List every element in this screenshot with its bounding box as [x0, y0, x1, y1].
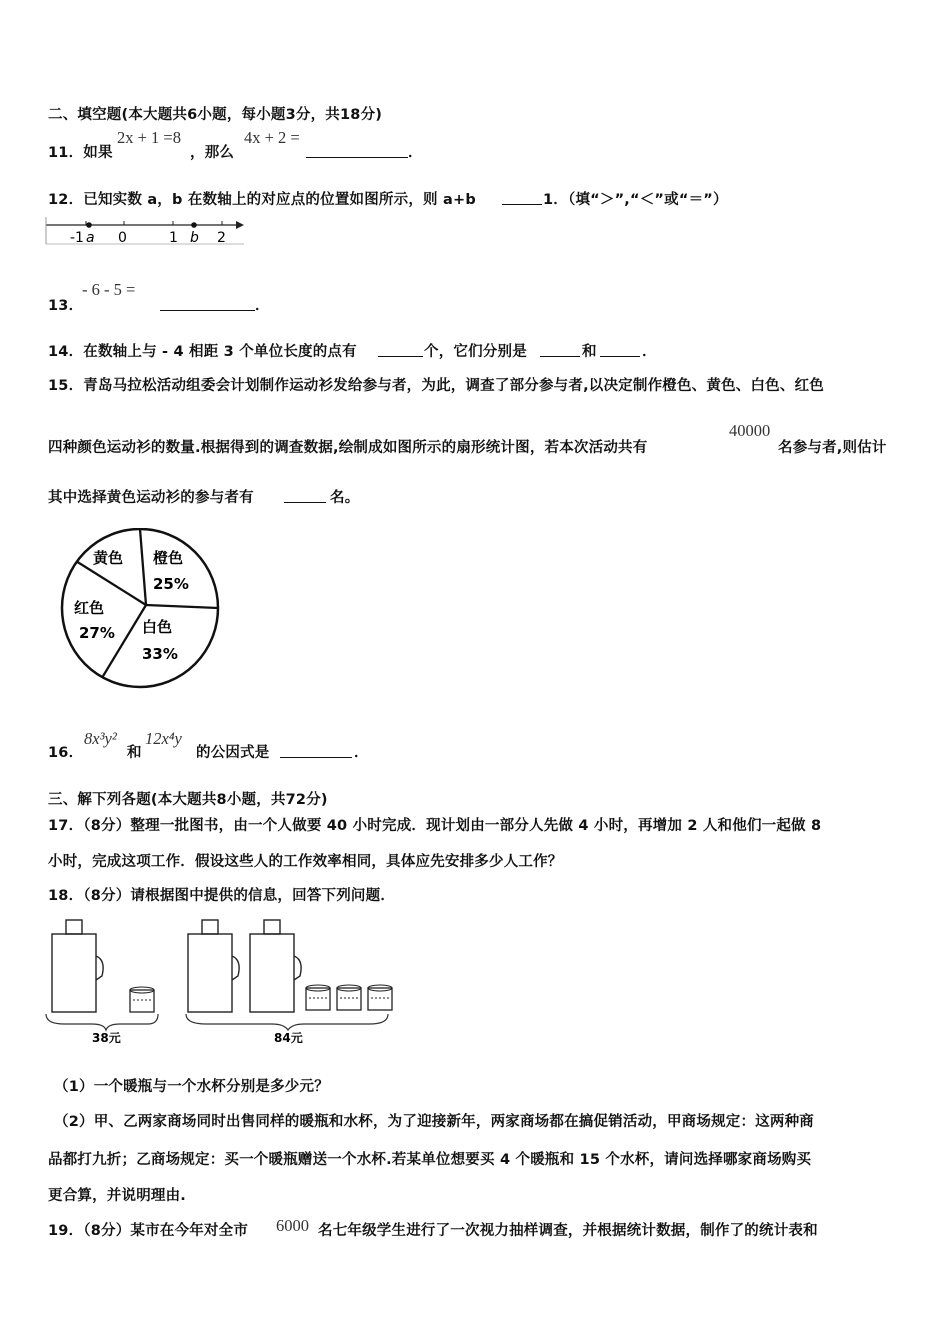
q15-participant-count: 40000: [729, 421, 771, 440]
q19-text-a: 19．（8分）某市在今年对全市: [48, 1223, 249, 1239]
q15-pie-chart: [55, 528, 225, 692]
thermos-left-1: [52, 920, 103, 1012]
q11-end: ．: [408, 145, 423, 161]
q15-answer-blank[interactable]: [284, 488, 326, 507]
q17-line-2: 小时，完成这项工作．假设这些人的工作效率相同，具体应先安排多少人工作？: [48, 854, 563, 870]
q15-line-2b: 名参与者,则估计: [778, 440, 887, 456]
q13-end: ．: [255, 298, 270, 314]
q19-text-b: 名七年级学生进行了一次视力抽样调查，并根据统计数据，制作了的统计表和: [318, 1223, 818, 1239]
point-label-b: b: [190, 230, 199, 246]
pie-pct-white: 33%: [142, 645, 178, 663]
thermos-right-1: [188, 920, 239, 1012]
q16-and: 和: [127, 745, 142, 761]
point-a-dot: [86, 222, 92, 228]
cup-right-1: [306, 985, 330, 1010]
q16-expression-2: 12x⁴y: [145, 729, 182, 748]
q18-figure: [44, 918, 404, 1046]
q18-sub-2-line-1: （2）甲、乙两家商场同时出售同样的暖瓶和水杯，为了迎接新年，两家商场都在搞促销活动，甲商场规定：这两种商: [54, 1114, 814, 1130]
pie-pct-orange: 25%: [153, 575, 189, 593]
q15-line-2a: 四种颜色运动衫的数量.根据得到的调查数据,绘制成如图所示的扇形统计图，若本次活动共有: [48, 440, 648, 456]
tick-label-2: 2: [217, 230, 226, 246]
q13-answer-blank[interactable]: [160, 296, 255, 315]
q11-equation-2: 4x + 2 =: [244, 128, 300, 147]
q14-text: 14．在数轴上与 - 4 相距 3 个单位长度的点有: [48, 344, 357, 360]
thermos-right-2: [250, 920, 301, 1012]
q15-line-3b: 名。: [330, 490, 360, 506]
q13-number: 13．: [48, 298, 84, 314]
q14-blank-2[interactable]: [600, 342, 640, 361]
q13-expression: - 6 - 5 =: [82, 280, 136, 299]
pie-slice-white-boundary: [146, 605, 218, 608]
pie-slice-orange-boundary: [140, 529, 146, 605]
q11-connector: ，那么: [190, 145, 235, 161]
pie-label-red: 红色: [74, 599, 105, 617]
pie-label-white: 白色: [142, 618, 173, 636]
point-label-a: a: [86, 230, 95, 246]
section-3-header: 三、解下列各题(本大题共8小题，共72分): [48, 792, 328, 808]
section-2-header: 二、填空题(本大题共6小题，每小题3分，共18分): [48, 107, 383, 123]
q19-student-count: 6000: [276, 1216, 309, 1235]
q14-and: 和: [582, 344, 597, 360]
q16-answer-blank[interactable]: [280, 743, 352, 762]
q11-number: 11．如果: [48, 145, 113, 161]
cup-right-2: [337, 985, 361, 1010]
tick-label-1: 1: [169, 230, 178, 246]
point-b-dot: [191, 222, 197, 228]
q16-end: ．: [354, 745, 369, 761]
q18-sub-2-line-3: 更合算，并说明理由.: [48, 1188, 187, 1204]
pie-label-yellow: 黄色: [93, 549, 124, 567]
q11-equation-1: 2x + 1 =8: [117, 128, 181, 147]
price-left: 38元: [92, 1031, 121, 1045]
q11-answer-blank[interactable]: [306, 143, 408, 162]
brace-right: [186, 1014, 388, 1030]
q16-number: 16．: [48, 745, 84, 761]
brace-left: [46, 1014, 158, 1030]
q14-mid: 个，它们分别是: [424, 344, 527, 360]
q18-sub-2-line-2: 品都打九折；乙商场规定：买一个暖瓶赠送一个水杯.若某单位想要买 4 个暖瓶和 15 个水杯，请问选择哪家商场购买: [48, 1152, 812, 1168]
q14-blank-1[interactable]: [540, 342, 580, 361]
tick-label-0: 0: [118, 230, 127, 246]
q16-expression-1: 8x³y²: [84, 729, 117, 748]
cup-right-3: [368, 985, 392, 1010]
q18-sub-1: （1）一个暖瓶与一个水杯分别是多少元？: [54, 1079, 329, 1095]
q17-line-1: 17．（8分）整理一批图书，由一个人做要 40 小时完成．现计划由一部分人先做 4 小时，再增加 2 人和他们一起做 8: [48, 818, 822, 834]
q12-text: 12．已知实数 a，b 在数轴上的对应点的位置如图所示，则 a+b: [48, 192, 476, 208]
price-right: 84元: [274, 1031, 303, 1045]
tick-label-minus-1: -1: [70, 230, 84, 246]
pie-pct-red: 27%: [79, 624, 115, 642]
cup-left-1: [130, 987, 154, 1012]
q15-line-1: 15．青岛马拉松活动组委会计划制作运动衫发给参与者，为此，调查了部分参与者,以决定制作橙色、黄色、白色、红色: [48, 378, 824, 394]
q18-line-1: 18．（8分）请根据图中提供的信息，回答下列问题．: [48, 888, 396, 904]
q12-tail: 1．（填“＞”,“＜”或“＝”）: [543, 192, 728, 208]
q14-blank-count[interactable]: [378, 342, 423, 361]
pie-label-orange: 橙色: [153, 549, 184, 567]
q16-tail: 的公因式是: [196, 745, 270, 761]
q15-line-3a: 其中选择黄色运动衫的参与者有: [48, 490, 254, 506]
q12-number-line: [44, 214, 248, 248]
q12-answer-blank[interactable]: [502, 190, 542, 209]
q14-end: ．: [642, 344, 657, 360]
